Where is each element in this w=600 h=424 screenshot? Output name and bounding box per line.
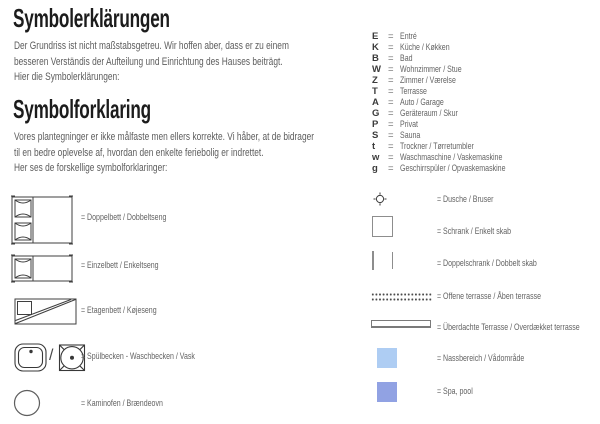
abbreviation-letter: w	[372, 152, 380, 163]
abbreviation-meaning: Küche / Køkken	[400, 42, 450, 53]
wet-area-swatch	[377, 348, 397, 368]
covered-terrace-label: = Überdachte Terrasse / Overdækket terrasse	[437, 322, 580, 333]
abbreviation-meaning: Wohnzimmer / Stue	[400, 64, 462, 75]
cabinet-label: = Schrank / Enkelt skab	[437, 226, 512, 237]
abbreviation-letter: W	[372, 64, 381, 75]
equals-sign: =	[388, 130, 394, 141]
abbreviation-meaning: Trockner / Tørretumbler	[400, 141, 474, 152]
double-cabinet-label: = Doppelschrank / Dobbelt skab	[437, 258, 537, 269]
sink-separator: /	[49, 347, 54, 364]
abbreviation-letter: E	[372, 31, 379, 42]
abbreviation-letter: S	[372, 130, 379, 141]
page-title-german	[13, 5, 251, 31]
abbreviation-row	[372, 53, 543, 64]
abbreviation-meaning: Privat	[400, 119, 418, 130]
double-cabinet-divider	[392, 252, 393, 269]
abbreviation-row	[372, 141, 543, 152]
shower-label: = Dusche / Bruser	[437, 194, 494, 205]
double-cabinet-icon	[372, 251, 374, 270]
abbreviation-letter: T	[372, 86, 378, 97]
open-terrace-label: = Offene terrasse / Åben terrasse	[437, 291, 542, 302]
abbreviation-row	[372, 152, 543, 163]
abbreviation-row	[372, 163, 543, 174]
shower-icon	[372, 191, 388, 207]
abbreviation-meaning: Entré	[400, 31, 417, 42]
abbreviation-meaning: Bad	[400, 53, 413, 64]
abbreviation-row	[372, 130, 543, 141]
abbreviation-meaning: Geräteraum / Skur	[400, 108, 458, 119]
abbreviation-meaning: Zimmer / Værelse	[400, 75, 456, 86]
abbreviation-row	[372, 42, 543, 53]
intro-german: Der Grundriss ist nicht maßstabsgetreu. Wir hoffen aber, dass er zu einem besseren Verständis der Aufteilung und Einrichtung des Hauses beiträgt. Hier die Symbolerklärungen:	[14, 40, 289, 83]
abbreviation-letter: G	[372, 108, 380, 119]
single-bed-icon	[11, 254, 73, 283]
abbreviation-meaning: Geschirrspüler / Opvaskemaskine	[400, 163, 506, 174]
equals-sign: =	[388, 163, 394, 174]
equals-sign: =	[388, 42, 394, 53]
page-title-danish	[13, 96, 222, 122]
equals-sign: =	[388, 53, 394, 64]
abbreviation-letter: K	[372, 42, 379, 53]
open-terrace-icon	[371, 291, 433, 301]
covered-terrace-icon	[371, 320, 431, 328]
stove-label: = Kaminofen / Brændeovn	[81, 398, 163, 409]
single-bed-label: = Einzelbett / Enkeltseng	[81, 260, 159, 271]
intro-danish: Vores plantegninger er ikke målfaste men ellers korrekte. Vi håber, at de bidrager til en bedre oplevelse af, hvordan den enkelte feriebolig er indrettet. Her ses de forskellige symbolforklaringer:	[14, 131, 315, 174]
wet-area-label: = Nassbereich / Vådområde	[437, 353, 525, 364]
abbreviation-meaning: Terrasse	[400, 86, 427, 97]
sink-rounded-icon	[14, 343, 47, 372]
abbreviation-letter: Z	[372, 75, 378, 86]
abbreviation-letter: B	[372, 53, 379, 64]
abbreviation-row	[372, 97, 543, 108]
abbreviation-letter: g	[372, 163, 378, 174]
double-bed-icon	[11, 195, 73, 246]
equals-sign: =	[388, 141, 394, 152]
abbreviation-row	[372, 64, 543, 75]
equals-sign: =	[388, 119, 394, 130]
abbreviation-meaning: Sauna	[400, 130, 421, 141]
bunk-bed-icon	[14, 298, 77, 325]
equals-sign: =	[388, 97, 394, 108]
stove-icon	[13, 389, 41, 417]
abbreviation-row	[372, 75, 543, 86]
abbreviation-row	[372, 108, 543, 119]
page-title-danish-text: Symbolforklaring	[13, 94, 151, 124]
spa-pool-label: = Spa, pool	[437, 386, 473, 397]
equals-sign: =	[388, 75, 394, 86]
cabinet-icon	[372, 216, 393, 237]
equals-sign: =	[388, 108, 394, 119]
abbreviation-letter: A	[372, 97, 379, 108]
page-title-german-text: Symbolerklärungen	[13, 3, 170, 33]
abbreviation-letter: t	[372, 141, 376, 152]
abbreviation-meaning: Waschmaschine / Vaskemaskine	[400, 152, 503, 163]
abbreviation-meaning: Auto / Garage	[400, 97, 444, 108]
sink-label: = Spülbecken - Waschbecken / Vask	[81, 351, 195, 362]
abbreviation-letter: P	[372, 119, 379, 130]
abbreviation-row	[372, 119, 543, 130]
equals-sign: =	[388, 31, 394, 42]
equals-sign: =	[388, 64, 394, 75]
equals-sign: =	[388, 86, 394, 97]
abbreviation-list	[372, 31, 543, 174]
equals-sign: =	[388, 152, 394, 163]
bunk-bed-label: = Etagenbett / Køjeseng	[81, 305, 157, 316]
abbreviation-row	[372, 31, 543, 42]
double-bed-label: = Doppelbett / Dobbeltseng	[81, 212, 167, 223]
spa-pool-swatch	[377, 382, 397, 402]
abbreviation-row	[372, 86, 543, 97]
